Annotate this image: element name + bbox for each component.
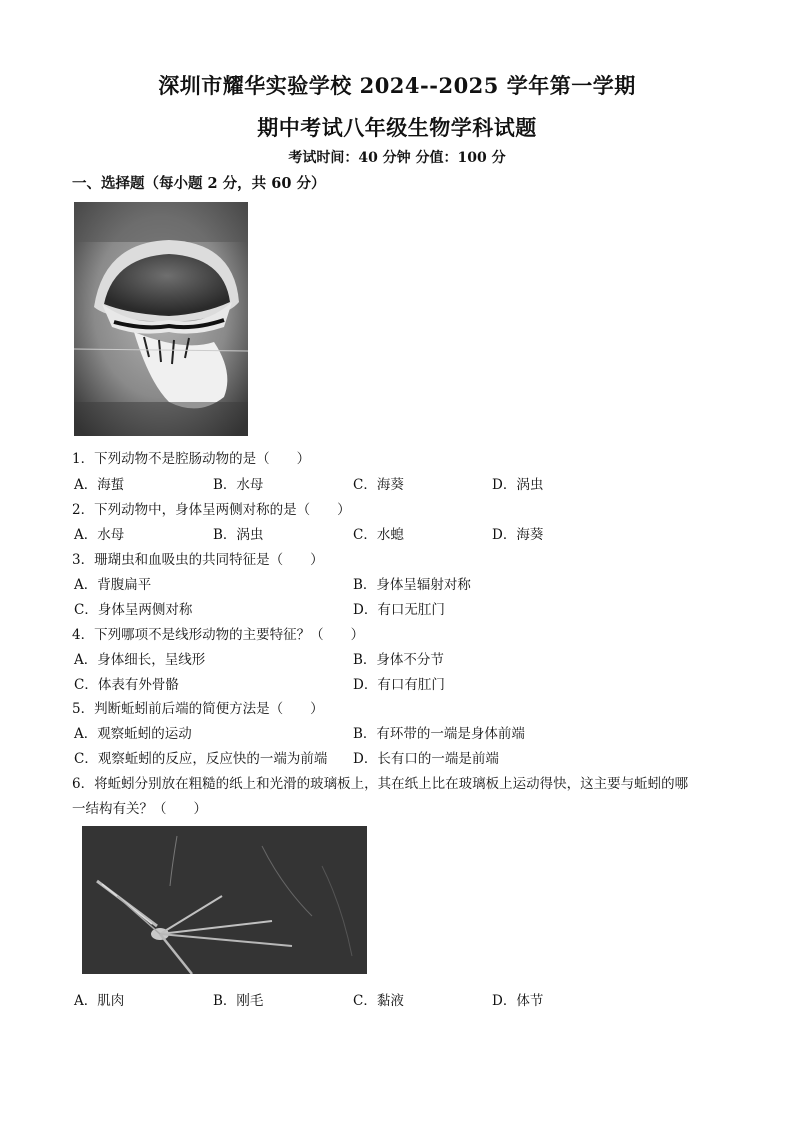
option-a[interactable]: A．背腹扁平	[74, 577, 152, 593]
option-d[interactable]: D．有口无肛门	[353, 602, 445, 618]
option-d[interactable]: D．海葵	[492, 527, 544, 543]
option-a[interactable]: A．海蜇	[74, 477, 125, 493]
question-stem: 4．下列哪项不是线形动物的主要特征？（ ）	[72, 627, 365, 643]
option-b[interactable]: B．有环带的一端是身体前端	[353, 726, 525, 742]
question-stem: 5．判断蚯蚓前后端的简便方法是（ ）	[72, 701, 324, 717]
option-d[interactable]: D．涡虫	[492, 477, 544, 493]
option-b[interactable]: B．水母	[213, 477, 264, 493]
option-b[interactable]: B．身体呈辐射对称	[353, 577, 471, 593]
option-d[interactable]: D．有口有肛门	[353, 677, 445, 693]
option-a[interactable]: A．肌肉	[74, 993, 125, 1009]
option-b[interactable]: B．刚毛	[213, 993, 264, 1009]
option-d[interactable]: D．体节	[492, 993, 544, 1009]
question-stem-continued: 一结构有关？（ ）	[72, 801, 207, 817]
option-a[interactable]: A．身体细长，呈线形	[74, 652, 206, 668]
option-b[interactable]: B．身体不分节	[353, 652, 444, 668]
option-c[interactable]: C．海葵	[353, 477, 404, 493]
option-a[interactable]: A．水母	[74, 527, 125, 543]
option-c[interactable]: C．体表有外骨骼	[74, 677, 179, 693]
option-c[interactable]: C．黏液	[353, 993, 404, 1009]
question-stem: 6．将蚯蚓分别放在粗糙的纸上和光滑的玻璃板上，其在纸上比在玻璃板上运动得快，这主要与蚯蚓的哪	[72, 776, 689, 792]
section-heading: 一、选择题（每小题 2 分，共 60 分）	[72, 175, 326, 192]
question-stem: 2．下列动物中，身体呈两侧对称的是（ ）	[72, 502, 351, 518]
option-a[interactable]: A．观察蚯蚓的运动	[74, 726, 192, 742]
option-c[interactable]: C．观察蚯蚓的反应，反应快的一端为前端	[74, 751, 328, 767]
jellyfish-photo	[74, 202, 248, 436]
option-c[interactable]: C．水螅	[353, 527, 404, 543]
exam-info: 考试时间：40 分钟 分值：100 分	[288, 150, 506, 166]
option-b[interactable]: B．涡虫	[213, 527, 264, 543]
option-d[interactable]: D．长有口的一端是前端	[353, 751, 499, 767]
page-title: 深圳市耀华实验学校 2024--2025 学年第一学期	[158, 73, 636, 98]
question-stem: 3．珊瑚虫和血吸虫的共同特征是（ ）	[72, 552, 324, 568]
insect-photo	[82, 826, 367, 974]
option-c[interactable]: C．身体呈两侧对称	[74, 602, 193, 618]
question-stem: 1．下列动物不是腔肠动物的是（ ）	[72, 451, 311, 467]
page-subtitle: 期中考试八年级生物学科试题	[257, 115, 537, 140]
